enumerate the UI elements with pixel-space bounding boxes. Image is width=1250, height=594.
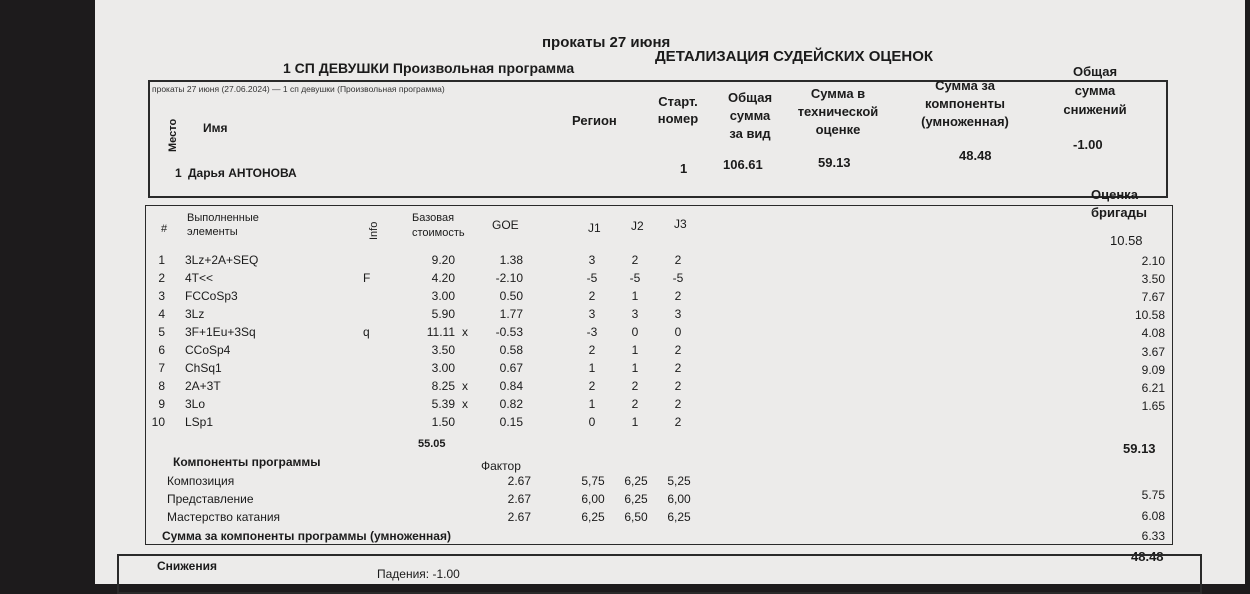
element-el: 4T<<: [185, 270, 214, 285]
element-base: 5.39: [431, 397, 455, 412]
col-j1-label: J1: [588, 221, 601, 235]
skater-start-no: 1: [680, 161, 688, 176]
element-base: 9.20: [431, 252, 455, 267]
col-elements-label-2: элементы: [187, 226, 238, 238]
element-info: q: [363, 324, 370, 339]
col-total-label-1: Общая: [727, 90, 773, 105]
sheet-subtitle: 1 СП ДЕВУШКИ Произвольная программа: [283, 60, 575, 76]
element-j3: 2: [674, 361, 682, 376]
component-j1: 6,25: [581, 510, 605, 524]
element-j3: -5: [672, 270, 684, 285]
skater-deductions: -1.00: [1073, 137, 1103, 152]
col-num-label: #: [161, 223, 168, 235]
col-total-label-3: за вид: [729, 126, 771, 141]
factor-label: Фактор: [481, 459, 521, 473]
skater-place: 1: [175, 166, 182, 180]
element-goe: 0.15: [499, 415, 523, 430]
element-goe: 0.82: [499, 397, 523, 412]
element-score: 3.50: [1141, 272, 1165, 287]
col-j2-label: J2: [631, 219, 644, 233]
element-n: 6: [158, 343, 165, 357]
col-ded-label-1: Общая: [1072, 64, 1118, 79]
element-j1: -3: [586, 324, 598, 339]
skater-total: 106.61: [723, 157, 763, 172]
element-base: 8.25: [431, 379, 455, 394]
element-j1: 1: [588, 397, 596, 412]
header-caption: прокаты 27 июня (27.06.2024) — 1 сп девушки (Произвольная программа): [152, 84, 445, 94]
element-goe: 1.38: [499, 252, 523, 267]
element-j1: 2: [588, 343, 596, 357]
element-base: 3.50: [431, 343, 455, 357]
col-tech-label-1: Сумма в: [810, 86, 866, 101]
component-score: 5.75: [1141, 488, 1165, 502]
element-j1: -5: [586, 270, 598, 285]
element-goe: 0.58: [499, 343, 523, 357]
element-j2: 2: [631, 397, 639, 412]
element-n: 3: [158, 288, 165, 303]
col-pcs-label-1: Сумма за: [935, 78, 995, 93]
deductions-falls: Падения: -1.00: [377, 567, 460, 581]
component-j3: 6,00: [667, 492, 691, 506]
element-goe: 0.67: [499, 361, 523, 376]
col-ded-label-2: сумма: [1074, 83, 1116, 98]
col-base-label-2: стоимость: [412, 227, 465, 239]
element-n: 9: [158, 397, 165, 412]
element-el: 2A+3T: [185, 379, 221, 394]
element-j3: 2: [674, 379, 682, 394]
element-j2: 3: [631, 306, 639, 321]
element-score: 4.08: [1141, 326, 1165, 341]
element-score: 6.21: [1141, 380, 1165, 395]
element-base: 4.20: [431, 270, 455, 285]
components-title: Компоненты программы: [173, 455, 321, 469]
component-factor: 2.67: [507, 474, 531, 488]
component-j1: 5,75: [581, 474, 605, 488]
skater-name: Дарья АНТОНОВА: [188, 166, 297, 180]
element-base: 5.90: [431, 306, 455, 321]
sheet-title: прокаты 27 июня: [542, 34, 671, 51]
col-info-label: Info: [368, 221, 380, 240]
element-base: 3.00: [431, 288, 455, 303]
col-tech-label-2: технической: [797, 104, 879, 119]
components-sum-value: 48.48: [1131, 549, 1164, 564]
element-n: 2: [158, 270, 165, 285]
element-j3: 2: [674, 415, 682, 430]
element-j2: -5: [629, 270, 641, 285]
col-base-label-1: Базовая: [412, 212, 455, 224]
element-j1: 3: [588, 306, 596, 321]
element-goe: -2.10: [495, 270, 523, 285]
skater-tes: 59.13: [818, 155, 851, 170]
element-x: x: [462, 397, 468, 412]
element-info: F: [363, 270, 371, 285]
element-j1: 2: [588, 288, 596, 303]
element-j2: 2: [631, 252, 639, 267]
col-j3-label: J3: [674, 217, 687, 231]
col-ded-label-3: снижений: [1063, 102, 1127, 117]
element-base: 11.11: [426, 324, 455, 339]
col-elements-label-1: Выполненные: [187, 212, 259, 224]
col-name-label: Имя: [203, 121, 228, 135]
report-title: ДЕТАЛИЗАЦИЯ СУДЕЙСКИХ ОЦЕНОК: [655, 48, 934, 65]
skater-pcs: 48.48: [959, 148, 992, 163]
col-total-label-2: сумма: [729, 108, 771, 123]
element-score: 9.09: [1141, 362, 1165, 377]
element-j2: 1: [631, 343, 639, 357]
component-factor: 2.67: [507, 492, 531, 506]
element-j3: 2: [674, 397, 682, 412]
element-n: 4: [158, 306, 165, 321]
component-j3: 6,25: [667, 510, 691, 524]
base-total: 55.05: [418, 438, 446, 450]
component-name: Представление: [167, 492, 254, 506]
element-el: 3Lo: [185, 397, 206, 412]
component-j1: 6,00: [581, 492, 605, 506]
element-j2: 1: [631, 288, 639, 303]
col-panel-label-1: Оценка: [1091, 187, 1138, 202]
element-n: 1: [158, 252, 165, 267]
element-base: 1.50: [431, 415, 455, 430]
col-start-label-2: номер: [657, 111, 699, 126]
element-j1: 0: [588, 415, 596, 430]
panel-score-top: 10.58: [1110, 233, 1143, 248]
col-place-label: Место: [167, 118, 179, 152]
element-n: 10: [151, 415, 165, 430]
element-base: 3.00: [431, 361, 455, 376]
element-el: LSp1: [185, 415, 214, 430]
element-el: 3Lz: [185, 306, 205, 321]
component-factor: 2.67: [507, 510, 531, 524]
element-el: 3Lz+2A+SEQ: [185, 252, 259, 267]
element-n: 7: [158, 361, 165, 376]
col-tech-label-3: оценке: [815, 122, 861, 137]
component-j2: 6,50: [624, 510, 648, 524]
element-el: ChSq1: [185, 361, 222, 376]
deductions-title: Снижения: [157, 559, 217, 573]
element-j2: 1: [631, 361, 639, 376]
col-region-label: Регион: [572, 113, 617, 128]
component-j2: 6,25: [624, 474, 648, 488]
col-goe-label: GOE: [492, 218, 519, 232]
tes-total: 59.13: [1123, 441, 1156, 456]
element-j3: 2: [674, 252, 682, 267]
element-el: CCoSp4: [185, 343, 231, 357]
component-name: Композиция: [167, 474, 235, 488]
element-goe: 0.50: [499, 288, 523, 303]
element-j1: 1: [588, 361, 596, 376]
element-el: FCCoSp3: [185, 288, 238, 303]
element-j1: 2: [588, 379, 596, 394]
component-j3: 5,25: [667, 474, 691, 488]
component-j2: 6,25: [624, 492, 648, 506]
element-goe: -0.53: [495, 324, 523, 339]
element-score: 2.10: [1141, 254, 1165, 268]
element-j2: 1: [631, 415, 639, 430]
element-score: 7.67: [1141, 290, 1165, 305]
element-j2: 2: [631, 379, 639, 394]
col-panel-label-2: бригады: [1091, 205, 1147, 220]
element-n: 8: [158, 379, 165, 394]
element-j2: 0: [631, 324, 639, 339]
element-score: 3.67: [1141, 344, 1165, 359]
element-j3: 0: [674, 324, 682, 339]
element-j1: 3: [588, 252, 596, 267]
element-x: x: [462, 379, 468, 394]
col-pcs-label-2: компоненты: [925, 96, 1005, 111]
element-j3: 2: [674, 288, 682, 303]
deductions-box: [117, 554, 1202, 594]
element-score: 1.65: [1141, 398, 1165, 413]
col-start-label-1: Старт.: [658, 94, 698, 109]
component-score: 6.33: [1141, 529, 1165, 543]
element-x: x: [462, 324, 468, 339]
col-pcs-label-3: (умноженная): [921, 114, 1009, 129]
element-j3: 3: [674, 306, 682, 321]
components-sum-label: Сумма за компоненты программы (умноженная): [162, 529, 451, 543]
element-score: 10.58: [1134, 308, 1165, 323]
element-goe: 0.84: [499, 379, 523, 394]
score-sheet: [95, 0, 1245, 584]
component-name: Мастерство катания: [167, 510, 281, 524]
element-goe: 1.77: [499, 306, 523, 321]
element-el: 3F+1Eu+3Sq: [185, 324, 256, 339]
element-n: 5: [158, 324, 165, 339]
component-score: 6.08: [1141, 509, 1165, 523]
element-j3: 2: [674, 343, 682, 357]
